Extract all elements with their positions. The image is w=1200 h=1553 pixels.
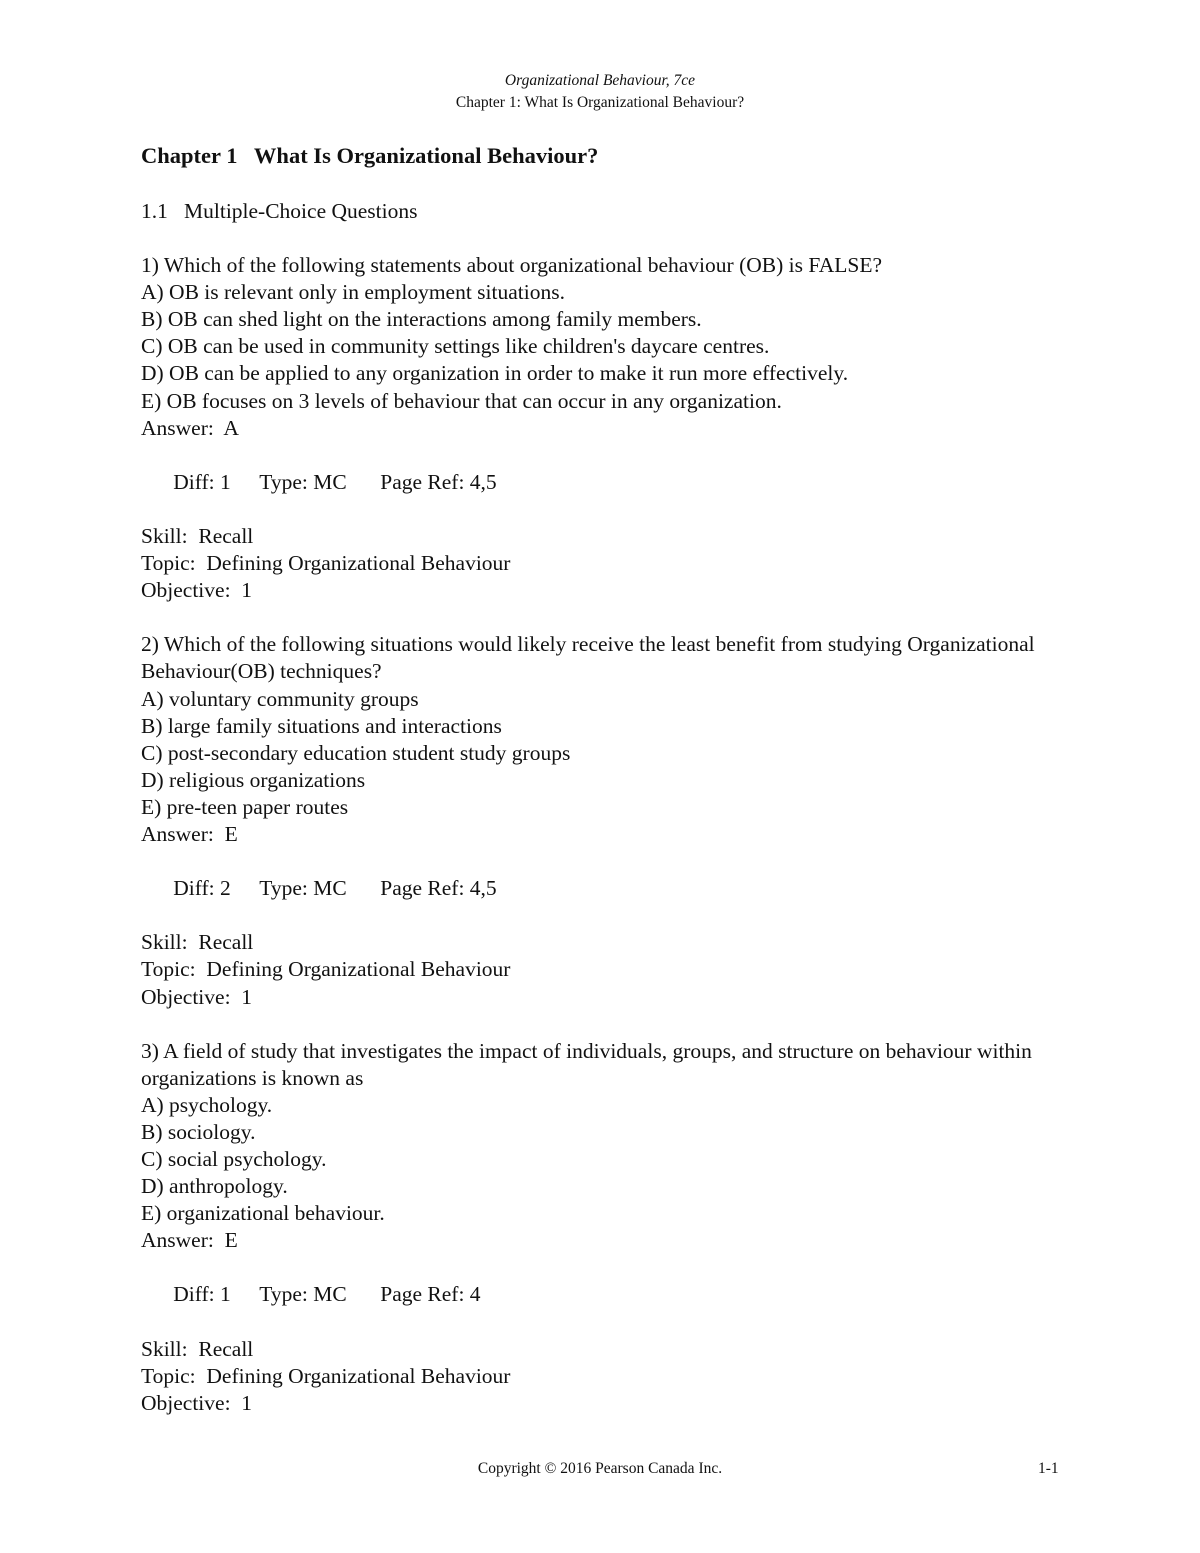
page-number: 1-1 [1038,1460,1059,1477]
question-meta [141,1254,1081,1335]
question-meta [141,442,1081,523]
skill: Skill: Recall [141,1336,254,1361]
skill: Skill: Recall [141,524,254,549]
book-title: Organizational Behaviour, 7ce [504,72,696,89]
option-e: E) pre-teen paper routes [141,794,349,819]
topic: Topic: Defining Organizational Behaviour [141,551,511,576]
question-type: Type: MC [259,1282,347,1307]
topic: Topic: Defining Organizational Behaviour [141,1363,511,1388]
option-a: A) voluntary community groups [141,686,419,711]
question-3 [141,1038,1081,1417]
option-b: B) OB can shed light on the interactions among family members. [141,307,702,332]
answer: Answer: E [141,821,238,846]
option-d: D) anthropology. [141,1174,288,1199]
question-2 [141,631,1081,1010]
option-b: B) sociology. [141,1119,256,1144]
question-meta [141,848,1081,929]
difficulty: Diff: 1 [173,469,231,494]
answer: Answer: A [141,415,239,440]
chapter-title: Chapter 1 What Is Organizational Behaviour? [141,143,599,168]
option-d: D) OB can be applied to any organization in order to make it run more effectively. [141,361,849,386]
option-b: B) large family situations and interactions [141,713,502,738]
page-content [141,141,1081,1444]
running-header [0,70,1200,114]
answer: Answer: E [141,1228,238,1253]
question-type: Type: MC [259,876,347,901]
topic: Topic: Defining Organizational Behaviour [141,957,511,982]
option-d: D) religious organizations [141,767,366,792]
option-c: C) post-secondary education student study groups [141,740,571,765]
section-title: 1.1 Multiple-Choice Questions [141,199,418,223]
objective: Objective: 1 [141,578,253,603]
page-ref: Page Ref: 4,5 [380,876,497,901]
option-a: A) OB is relevant only in employment situations. [141,280,565,305]
option-c: C) OB can be used in community settings like children's daycare centres. [141,334,770,359]
option-c: C) social psychology. [141,1147,327,1171]
question-prompt: 1) Which of the following statements about organizational behaviour (OB) is FALSE? [141,253,882,278]
option-e: E) OB focuses on 3 levels of behaviour that can occur in any organization. [141,388,782,413]
chapter-running-title: Chapter 1: What Is Organizational Behaviour? [455,94,745,111]
copyright-notice: Copyright © 2016 Pearson Canada Inc. [477,1460,723,1477]
skill: Skill: Recall [141,930,254,955]
difficulty: Diff: 1 [173,1282,231,1307]
question-prompt: 3) A field of study that investigates the impact of individuals, groups, and structure on behaviour within organizations is known as [141,1038,1032,1090]
difficulty: Diff: 2 [173,876,231,901]
objective: Objective: 1 [141,1390,253,1415]
option-a: A) psychology. [141,1092,273,1117]
question-prompt: 2) Which of the following situations would likely receive the least benefit from studying Organizational Behaviour(OB) techniques? [141,632,1035,684]
question-type: Type: MC [259,469,347,494]
question-1 [141,252,1081,604]
option-e: E) organizational behaviour. [141,1201,385,1226]
page-ref: Page Ref: 4,5 [380,469,497,494]
objective: Objective: 1 [141,984,253,1009]
page-ref: Page Ref: 4 [380,1282,481,1307]
